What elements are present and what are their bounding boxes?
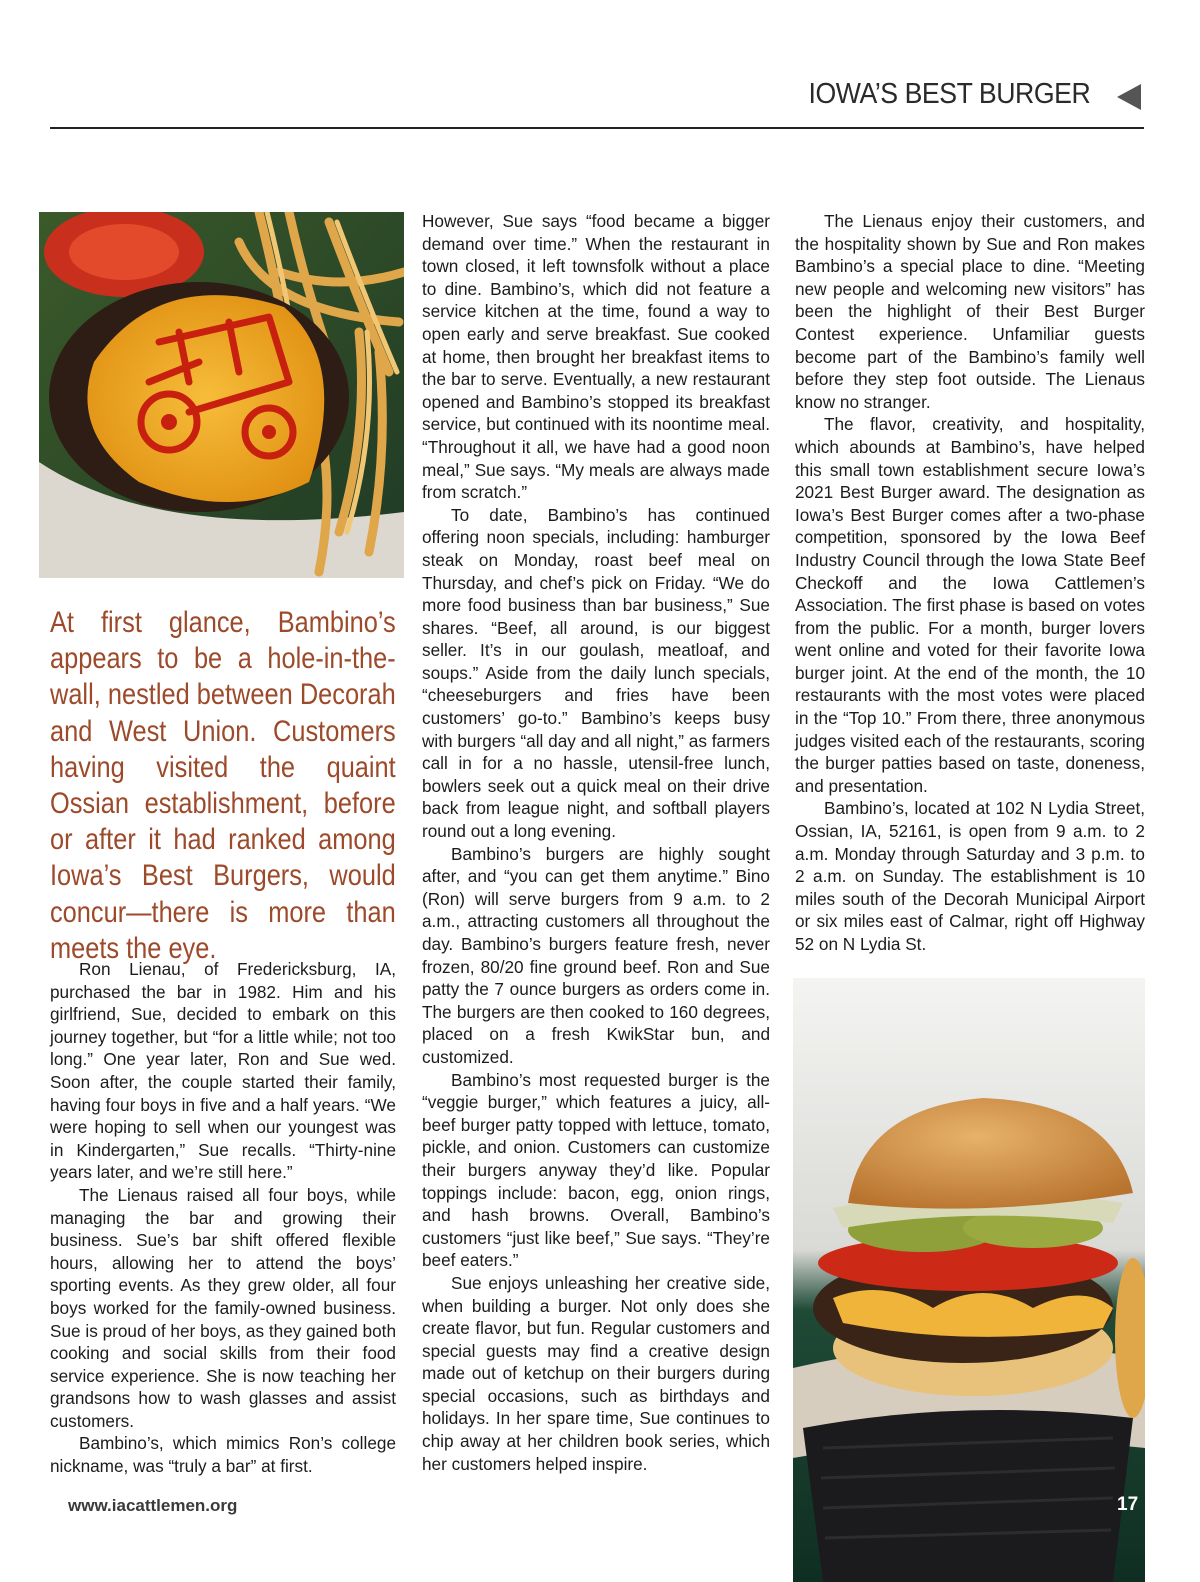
paragraph: Bambino’s, which mimics Ron’s college nickname, was “truly a bar” at first. [50,1433,396,1477]
paragraph: To date, Bambino’s has continued offering noon specials, including: hamburger steak on Monday, roast beef meal on Thursday, and chef’s pick on Friday. “We do more food business than bar business,” Sue shares. “Beef, all around, is our biggest seller. It’s in our goulash, meatloaf, and soups.” Aside from the daily lunch specials, “cheeseburgers and fries have been customers’ go-to.” Bambino’s keeps busy with burgers “all day and all night,” as farmers call in for a no hassle, utensil-free lunch, bowlers seek out a quick meal on their drive back from league night, and softball players round out a long evening. [422,504,770,842]
paragraph: The Lienaus enjoy their customers, and the hospitality shown by Sue and Ron makes Bambino’s a special place to dine. “Meeting new people and welcoming new visitors” has been the highlight of their Best Burger Contest experience. Unfamiliar guests become part of the Bambino’s family well before they step foot outside. The Lienaus know no stranger. [795,211,1145,412]
paragraph: The Lienaus raised all four boys, while managing the bar and growing their business. Sue’s bar shift offered flexible hours, allowing her to attend the boys’ sporting events. As they grew older, all four boys worked for the family-owned business. Sue is proud of her boys, as they gained both cooking and social skills from their food service experience. She is now teaching her grandsons how to wash glasses and assist customers. [50,1184,396,1431]
article-column-1 [50,958,396,1478]
header-divider [50,127,1144,129]
paragraph: The flavor, creativity, and hospitality, which abounds at Bambino’s, have helped this small town establishment secure Iowa’s 2021 Best Burger award. The designation as Iowa’s Best Burger comes after a two-phase competition, sponsored by the Iowa Beef Industry Council through the Iowa State Beef Checkoff and the Iowa Cattlemen’s Association. The first phase is based on votes from the public. For a month, burger lovers went online and voted for their favorite Iowa burger joint. At the end of the month, the 10 restaurants with the most votes were placed in the “Top 10.” From there, three anonymous judges visited each of the restaurants, scoring the burger patties based on taste, doneness, and presentation. [795,414,1145,796]
footer-website-link[interactable]: www.iacattlemen.org [68,1496,238,1515]
article-column-3 [795,210,1145,956]
triangle-arrow-icon [1117,84,1141,110]
page-number: 17 [1117,1494,1139,1515]
paragraph: Bambino’s most requested burger is the “veggie burger,” which features a juicy, all-beef burger patty topped with lettuce, tomato, pickle, and onion. Customers can customize their burgers anyway they’d like. Popular toppings include: bacon, egg, onion rings, and hash browns. Overall, Bambino’s customers “just like beef,” Sue says. “They’re beef eaters.” [422,1069,770,1271]
paragraph: Bambino’s, located at 102 N Lydia Street, Ossian, IA, 52161, is open from 9 a.m. to 2 a.m. Monday through Saturday and 3 p.m. to 2 a.m. on Sunday. The establishment is 10 miles south of the Decorah Municipal Airport or six miles east of Calmar, right off Highway 52 on N Lydia St. [795,798,1145,954]
paragraph: Ron Lienau, of Fredericksburg, IA, purchased the bar in 1982. Him and his girlfriend, Sue, decided to embark on this journey together, but “for a little while; not too long.” One year later, Ron and Sue wed. Soon after, the couple started their family, having four boys in five and a half years. “We were hoping to sell when our youngest was in Kindergarten,” Sue recalls. “Thirty-nine years later, and we’re still here.” [50,959,396,1183]
paragraph: Sue enjoys unleashing her creative side, when building a burger. Not only does she create flavor, but fun. Regular customers and special guests may find a creative design made out of ketchup on their burgers during special occasions, such as birthdays and holidays. In her spare time, Sue continues to chip away at her children book series, which her customers helped inspire. [422,1272,770,1474]
burger-ketchup-tractor-photo [39,212,404,578]
section-title: IOWA’S BEST BURGER [808,78,1090,110]
paragraph: Bambino’s burgers are highly sought after, and “you can get them anytime.” Bino (Ron) will serve burgers from 9 a.m. to 2 a.m., attracting customers all throughout the day. Bambino’s burgers feature fresh, never frozen, 80/20 fine ground beef. Ron and Sue patty the 7 ounce burgers as orders come in. The burgers are then cooked to 160 degrees, placed on a fresh KwikStar bun, and customized. [422,843,770,1067]
pull-quote: At first glance, Bambino’s appears to be a hole-in-the-wall, nestled between Decorah and West Union. Customers having visited the quaint Ossian establishment, before or after it had ranked among Iowa’s Best Burgers, would concur—there is more than meets the eye. [50,606,396,965]
paragraph: However, Sue says “food became a bigger demand over time.” When the restaurant in town closed, it left townsfolk without a place to dine. Bambino’s, which did not feature a service kitchen at the time, found a way to open early and serve breakfast. Sue cooked at home, then brought her breakfast items to the bar to serve. Eventually, a new restaurant opened and Bambino’s stopped its breakfast service, but continued with its noontime meal. “Throughout it all, we have had a good noon meal,” Sue says. “My meals are always made from scratch.” [422,211,770,503]
article-column-2 [422,210,770,1475]
veggie-burger-photo [793,978,1145,1582]
